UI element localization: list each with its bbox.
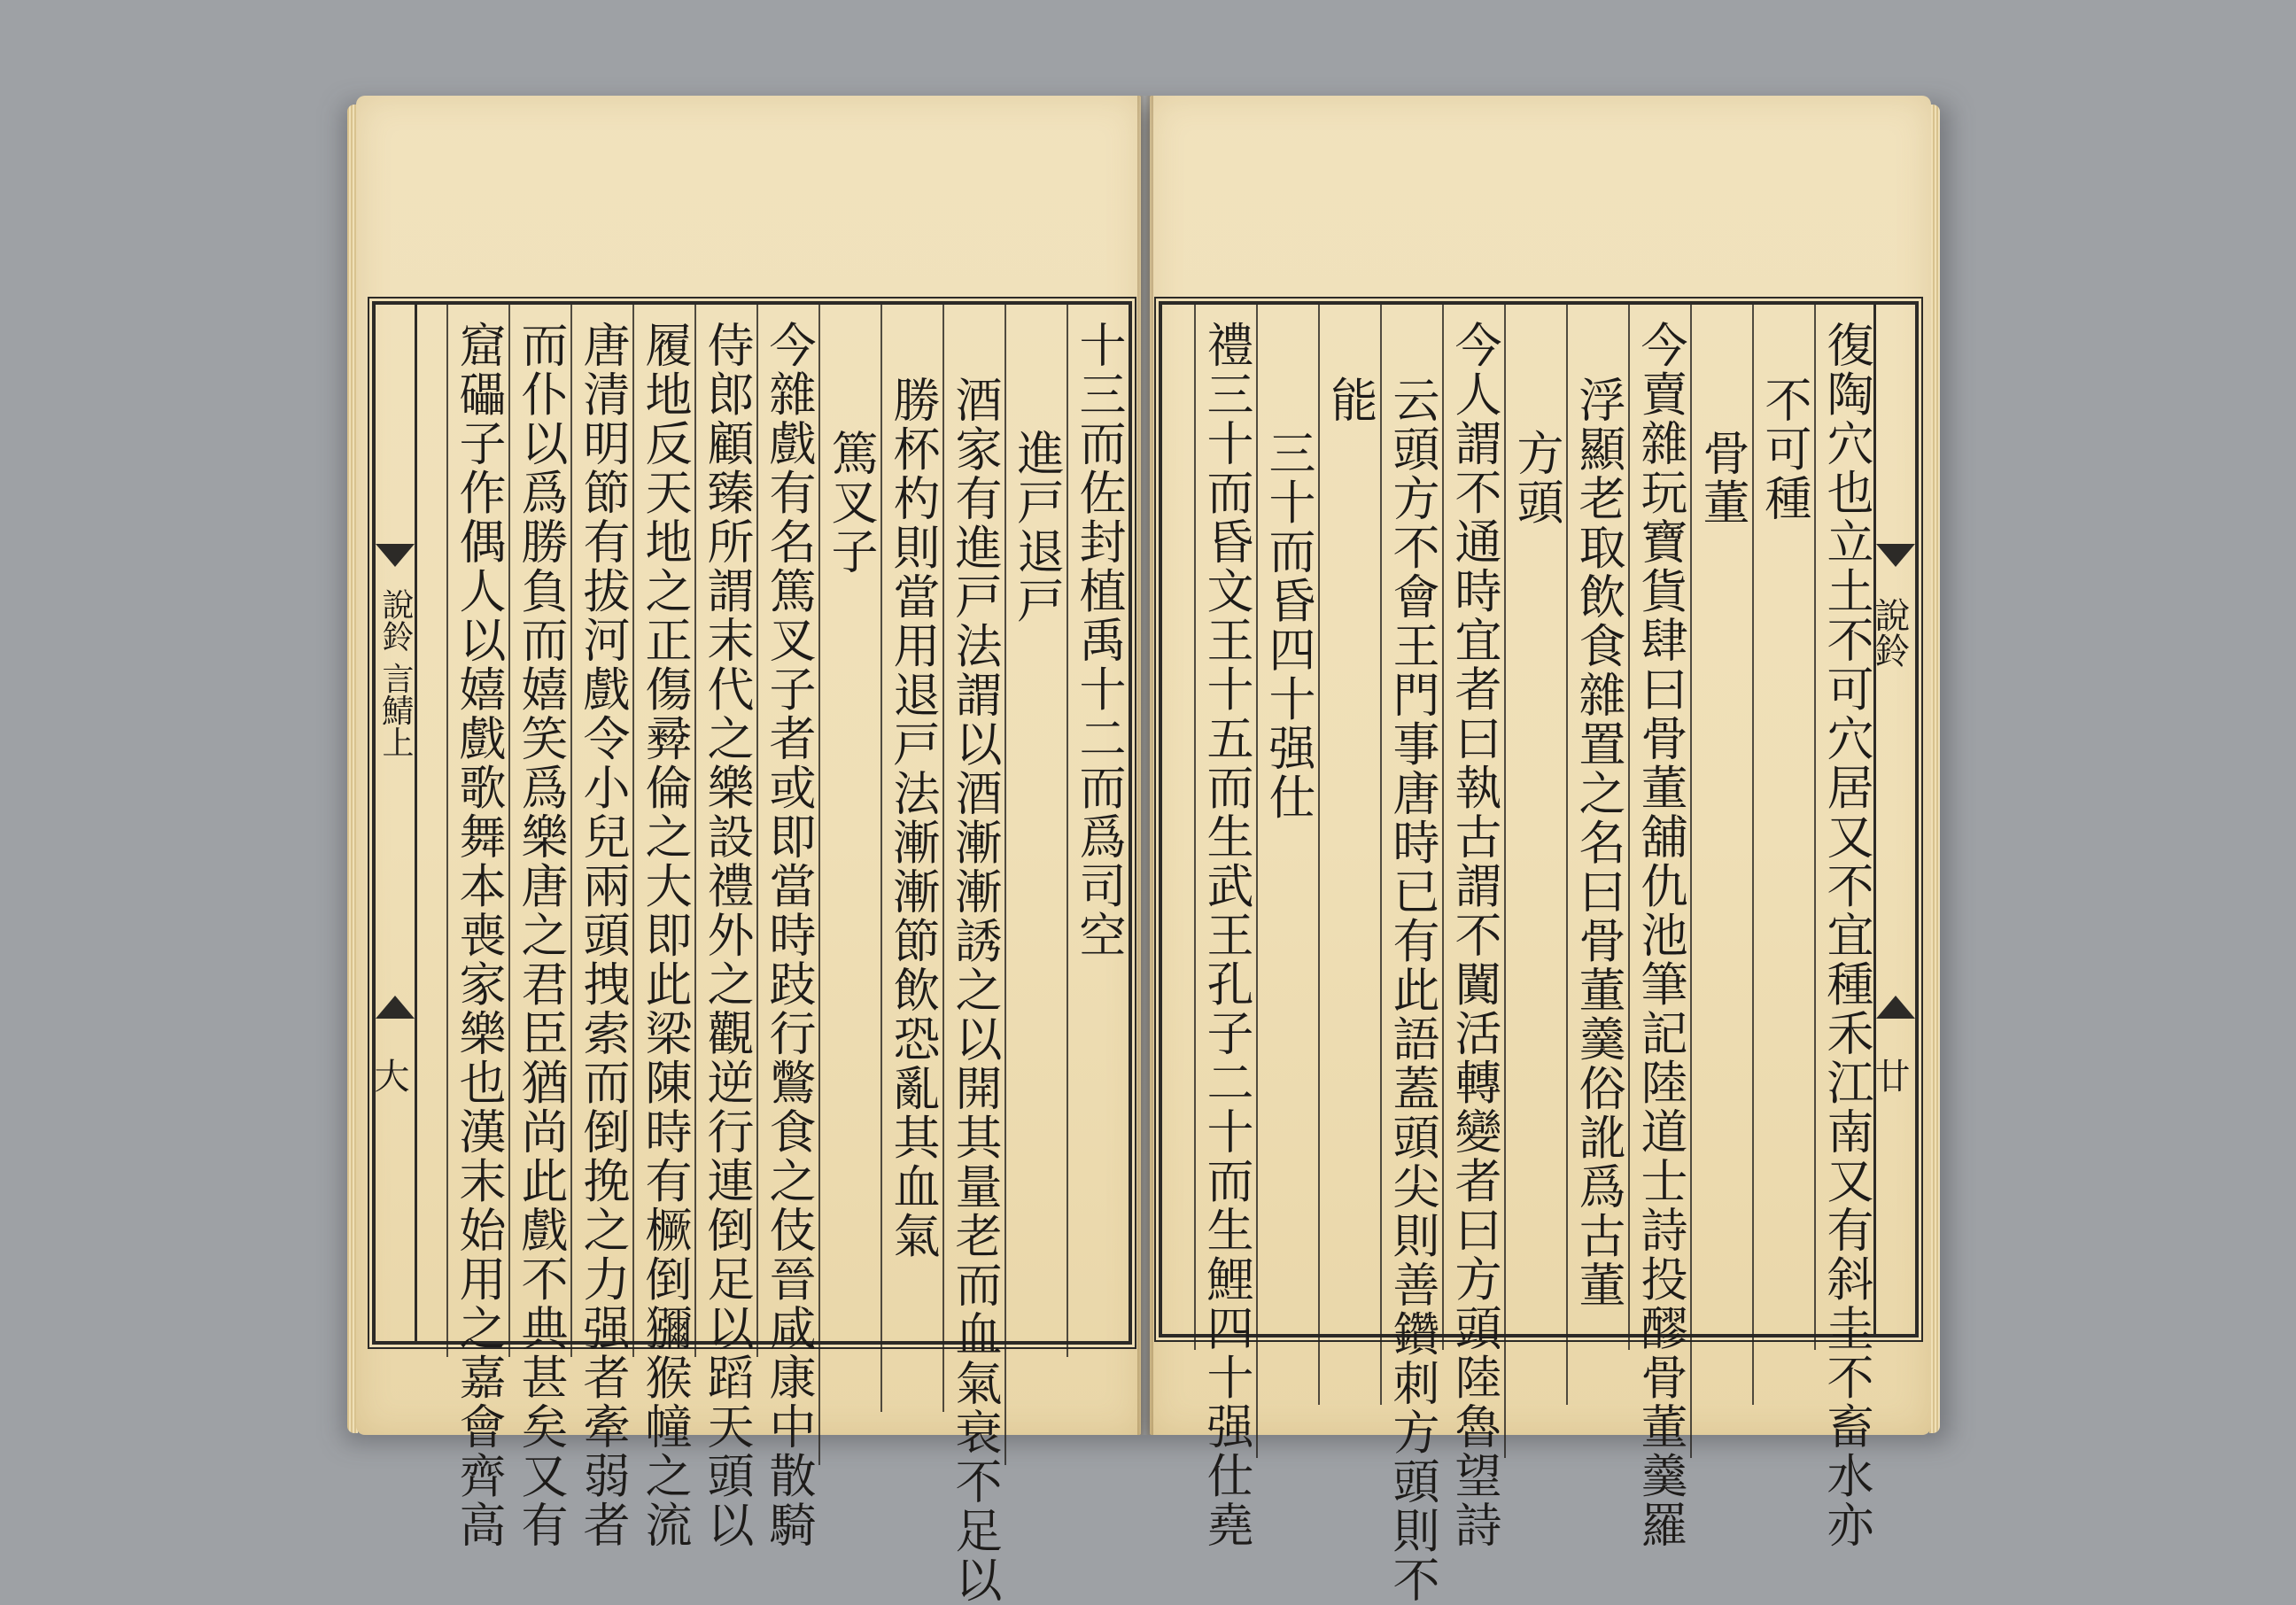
- right-text-columns: [1162, 305, 1876, 1605]
- text-column: 侍郎顧臻所謂末代之樂設禮外之觀逆行連倒足以蹈天頭以: [694, 305, 756, 1357]
- text-column: 三十而昏四十强仕: [1256, 305, 1318, 1458]
- fish-tail-bottom-left: [376, 996, 415, 1019]
- fish-tail-top-right: [1876, 544, 1915, 567]
- text-column: 勝杯杓則當用退戸法漸漸節飲恐亂其血氣: [880, 305, 942, 1412]
- left-strip-title: 說鈴 言鯖上: [377, 588, 414, 758]
- text-column: 履地反天地之正傷彛倫之大即此梁陳時有橛倒獼猴幢之流: [632, 305, 694, 1357]
- text-column: 今雜戲有名篤叉子者或即當時跂行鷩食之伎晉咸康中散騎: [756, 305, 818, 1357]
- text-column: 唐清明節有拔河戲令小兒兩頭拽索而倒挽之力强者牽弱者: [570, 305, 632, 1357]
- fish-tail-top-left: [376, 544, 415, 567]
- text-column: 進戸退戸: [1004, 305, 1067, 1465]
- text-column: 窟礧子作偶人以嬉戲歌舞本喪家樂也漢末始用之嘉會齊高: [446, 305, 508, 1357]
- text-column: 今賣雜玩寶貨肆曰骨董舖仇池筆記陸道士詩投醪骨董羹羅: [1628, 305, 1690, 1350]
- text-column: 篤叉子: [818, 305, 880, 1465]
- text-column: 骨董: [1690, 305, 1752, 1458]
- right-center-strip: [1869, 305, 1915, 1334]
- text-column: 而仆以爲勝負而嬉笑爲樂唐之君臣猶尚此戲不典甚矣又有: [508, 305, 570, 1357]
- text-column: 能: [1318, 305, 1380, 1405]
- left-page-frame: [368, 301, 1132, 1605]
- text-column: 方頭: [1504, 305, 1566, 1458]
- text-column: 云頭方不會王門事唐時已有此語蓋頭尖則善鑽刺方頭則不: [1380, 305, 1442, 1405]
- left-center-strip: [368, 305, 417, 1341]
- text-column: 禮三十而昏文王十五而生武王孔子二十而生鯉四十强仕堯: [1194, 305, 1256, 1350]
- text-column: 酒家有進戸法謂以酒漸漸誘之以開其量老而血氣衰不足以: [942, 305, 1004, 1412]
- text-column: 今人謂不通時宜者曰執古謂不闐活轉變者曰方頭陸魯望詩: [1442, 305, 1504, 1350]
- text-column: 浮顯老取飲食雜置之名曰骨董羹俗訛爲古董: [1566, 305, 1628, 1405]
- right-page-number: 廿: [1869, 1058, 1910, 1093]
- text-column: 不可種: [1752, 305, 1814, 1405]
- right-page-frame: [1159, 301, 1919, 1605]
- left-text-columns: [415, 305, 1129, 1605]
- fish-tail-bottom-right: [1876, 996, 1915, 1019]
- text-column: 復陶穴也立土不可穴居又不宜種禾江南又有斜圭不畜水亦: [1814, 305, 1876, 1350]
- right-strip-title: 說鈴: [1869, 597, 1910, 668]
- text-column: 十三而佐封植禹十二而爲司空: [1067, 305, 1129, 1357]
- left-page-number: 大: [368, 1058, 409, 1093]
- book-gutter: [1137, 96, 1153, 1435]
